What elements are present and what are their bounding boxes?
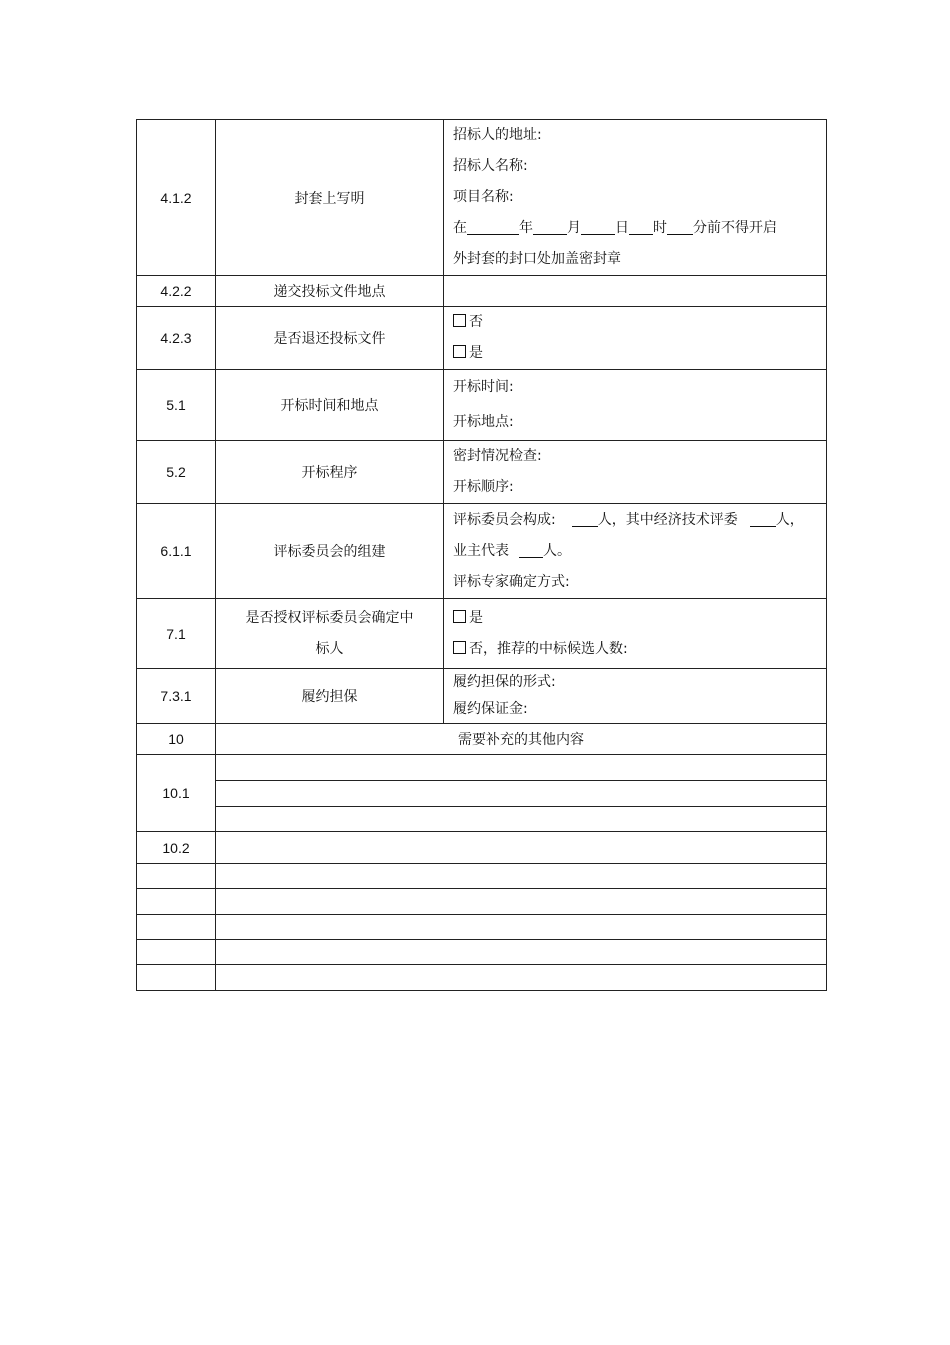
- seal-check-label: 密封情况检查:: [453, 448, 542, 464]
- blank-cell[interactable]: [216, 807, 827, 832]
- checkbox[interactable]: [453, 314, 466, 327]
- table-row: [137, 915, 827, 940]
- clause-item: 开标时间和地点: [216, 370, 444, 441]
- blank-cell[interactable]: [137, 864, 216, 889]
- hour-blank[interactable]: [629, 218, 653, 235]
- owner-representative-line: 业主代表 人。: [453, 542, 571, 559]
- opening-deadline-line: 在 年 月 日 时 分前不得开启: [453, 220, 777, 236]
- seal-note: 外封套的封口处加盖密封章: [453, 251, 621, 267]
- blank-cell[interactable]: [216, 755, 827, 781]
- performance-bond-label: 履约保证金:: [453, 701, 528, 717]
- minute-blank[interactable]: [667, 218, 693, 235]
- year-blank[interactable]: [467, 218, 519, 235]
- clause-item: 封套上写明: [216, 120, 444, 276]
- clause-number: 4.2.2: [137, 276, 216, 307]
- tenderer-address-label: 招标人的地址:: [453, 127, 542, 143]
- checkbox[interactable]: [453, 610, 466, 623]
- clause-number: 7.3.1: [137, 669, 216, 724]
- clause-number: 7.1: [137, 599, 216, 669]
- owner-rep-blank[interactable]: [519, 541, 543, 558]
- clause-item: 是否退还投标文件: [216, 307, 444, 370]
- blank-cell[interactable]: [216, 832, 827, 864]
- clause-item: 递交投标文件地点: [216, 276, 444, 307]
- blank-cell[interactable]: [216, 940, 827, 965]
- table-row: [137, 965, 827, 991]
- clause-content: [444, 669, 827, 724]
- table-row: [137, 864, 827, 889]
- blank-cell[interactable]: [216, 889, 827, 915]
- section-heading: 需要补充的其他内容: [216, 724, 827, 755]
- blank-cell[interactable]: [137, 889, 216, 915]
- clause-item: 是否授权评标委员会确定中 标人: [216, 599, 444, 669]
- clause-number: 10.1: [137, 755, 216, 832]
- tenderer-name-label: 招标人名称:: [453, 158, 528, 174]
- table-row: [137, 781, 827, 807]
- bidding-data-table: [136, 119, 827, 991]
- table-row: [137, 669, 827, 724]
- clause-content: [444, 441, 827, 504]
- clause-item: 开标程序: [216, 441, 444, 504]
- table-row: [137, 807, 827, 832]
- table-row: [137, 120, 827, 276]
- table-row: [137, 504, 827, 599]
- members-blank[interactable]: [572, 510, 598, 527]
- blank-cell[interactable]: [137, 915, 216, 940]
- expert-members-blank[interactable]: [750, 510, 776, 527]
- clause-number: 4.2.3: [137, 307, 216, 370]
- table-row: [137, 724, 827, 755]
- table-row: [137, 599, 827, 669]
- checkbox[interactable]: [453, 345, 466, 358]
- table-row: [137, 940, 827, 965]
- clause-content: [444, 307, 827, 370]
- option-yes: 是: [453, 603, 826, 634]
- clause-number: 5.1: [137, 370, 216, 441]
- table-row: [137, 832, 827, 864]
- clause-content: [444, 504, 827, 599]
- opening-place-label: 开标地点:: [453, 414, 514, 430]
- day-blank[interactable]: [581, 218, 615, 235]
- clause-number: 10: [137, 724, 216, 755]
- clause-number: 5.2: [137, 441, 216, 504]
- checkbox[interactable]: [453, 641, 466, 654]
- clause-item: 评标委员会的组建: [216, 504, 444, 599]
- table-row: [137, 755, 827, 781]
- blank-cell[interactable]: [216, 781, 827, 807]
- opening-order-label: 开标顺序:: [453, 479, 514, 495]
- option-no: 否，推荐的中标候选人数:: [453, 634, 826, 665]
- clause-content: [444, 599, 827, 669]
- clause-number: 10.2: [137, 832, 216, 864]
- committee-composition-line: 评标委员会构成: 人，其中经济技术评委 人，: [453, 511, 804, 528]
- month-blank[interactable]: [533, 218, 567, 235]
- table-row: [137, 889, 827, 915]
- table-row: [137, 307, 827, 370]
- option-yes: 是: [453, 338, 826, 369]
- expert-selection-label: 评标专家确定方式:: [453, 573, 570, 590]
- table-row: [137, 441, 827, 504]
- blank-cell[interactable]: [137, 965, 216, 991]
- clause-number: 4.1.2: [137, 120, 216, 276]
- guarantee-form-label: 履约担保的形式:: [453, 674, 556, 690]
- table-row: [137, 370, 827, 441]
- blank-cell[interactable]: [216, 915, 827, 940]
- project-name-label: 项目名称:: [453, 189, 514, 205]
- clause-content: [444, 370, 827, 441]
- clause-content: [444, 276, 827, 307]
- clause-item: 履约担保: [216, 669, 444, 724]
- blank-cell[interactable]: [137, 940, 216, 965]
- blank-cell[interactable]: [216, 965, 827, 991]
- blank-cell[interactable]: [216, 864, 827, 889]
- opening-time-label: 开标时间:: [453, 379, 514, 395]
- option-no: 否: [453, 307, 826, 338]
- clause-number: 6.1.1: [137, 504, 216, 599]
- clause-content: [444, 120, 827, 276]
- table-row: [137, 276, 827, 307]
